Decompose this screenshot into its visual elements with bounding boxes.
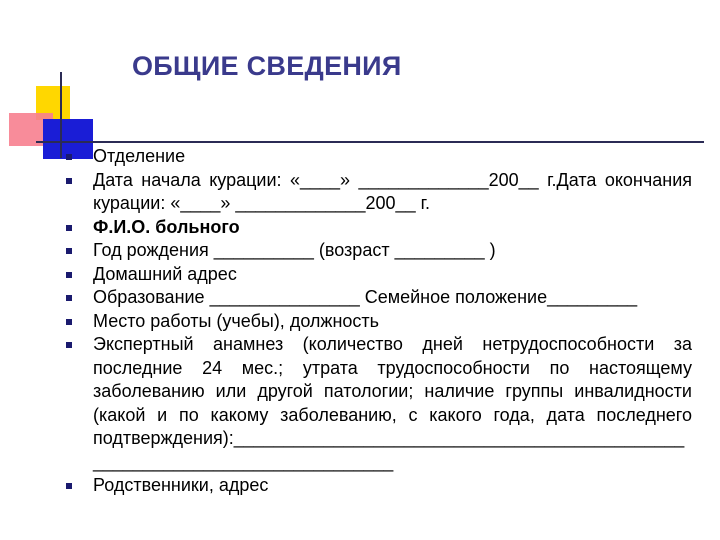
list-item-department <box>60 145 692 169</box>
list-item-relatives <box>60 474 692 498</box>
list-item-text: Отделение <box>93 146 186 166</box>
square-bullet-icon <box>66 225 72 231</box>
list-item-text: Место работы (учебы), должность <box>93 310 380 331</box>
square-bullet-icon <box>66 178 72 184</box>
info-list <box>60 145 692 498</box>
square-bullet-icon <box>66 154 72 160</box>
square-bullet-icon <box>66 248 72 254</box>
slide-title: ОБЩИЕ СВЕДЕНИЯ <box>132 51 402 81</box>
horizontal-rule-decoration <box>36 141 704 143</box>
list-item-text: Родственники, адрес <box>93 475 269 495</box>
list-item-education <box>60 286 692 310</box>
list-item-text: Ф.И.О. больного <box>93 216 240 237</box>
list-item-patient-name <box>60 216 692 240</box>
list-item-expert-anamnesis <box>60 333 692 474</box>
list-item-text: Экспертный анамнез (количество дней нетрудоспособности за последние 24 мес.; утрата трудоспособности по настоящему заболеванию или другой патологии; наличие группы инвалидности (какой и по какому заболеванию, с какого года, дата последнего подтверждения):_____________________________________________ ______________________________ <box>93 334 692 472</box>
square-bullet-icon <box>66 272 72 278</box>
list-item-home-address <box>60 263 692 287</box>
list-item-text: Год рождения __________ (возраст _________ ) <box>93 240 496 260</box>
square-bullet-icon <box>66 483 72 489</box>
list-item-birth-year <box>60 239 692 263</box>
list-item-text: Образование _______________ Семейное положение_________ <box>93 287 638 307</box>
list-item-curation-dates <box>60 169 692 216</box>
square-bullet-icon <box>66 319 72 325</box>
square-bullet-icon <box>66 342 72 348</box>
list-item-text: Домашний адрес <box>93 263 237 284</box>
square-bullet-icon <box>66 295 72 301</box>
list-item-text: Дата начала курации: «____» _____________200__ г.Дата окончания курации: «____» _____________200__ г. <box>93 169 692 213</box>
list-item-workplace <box>60 310 692 334</box>
